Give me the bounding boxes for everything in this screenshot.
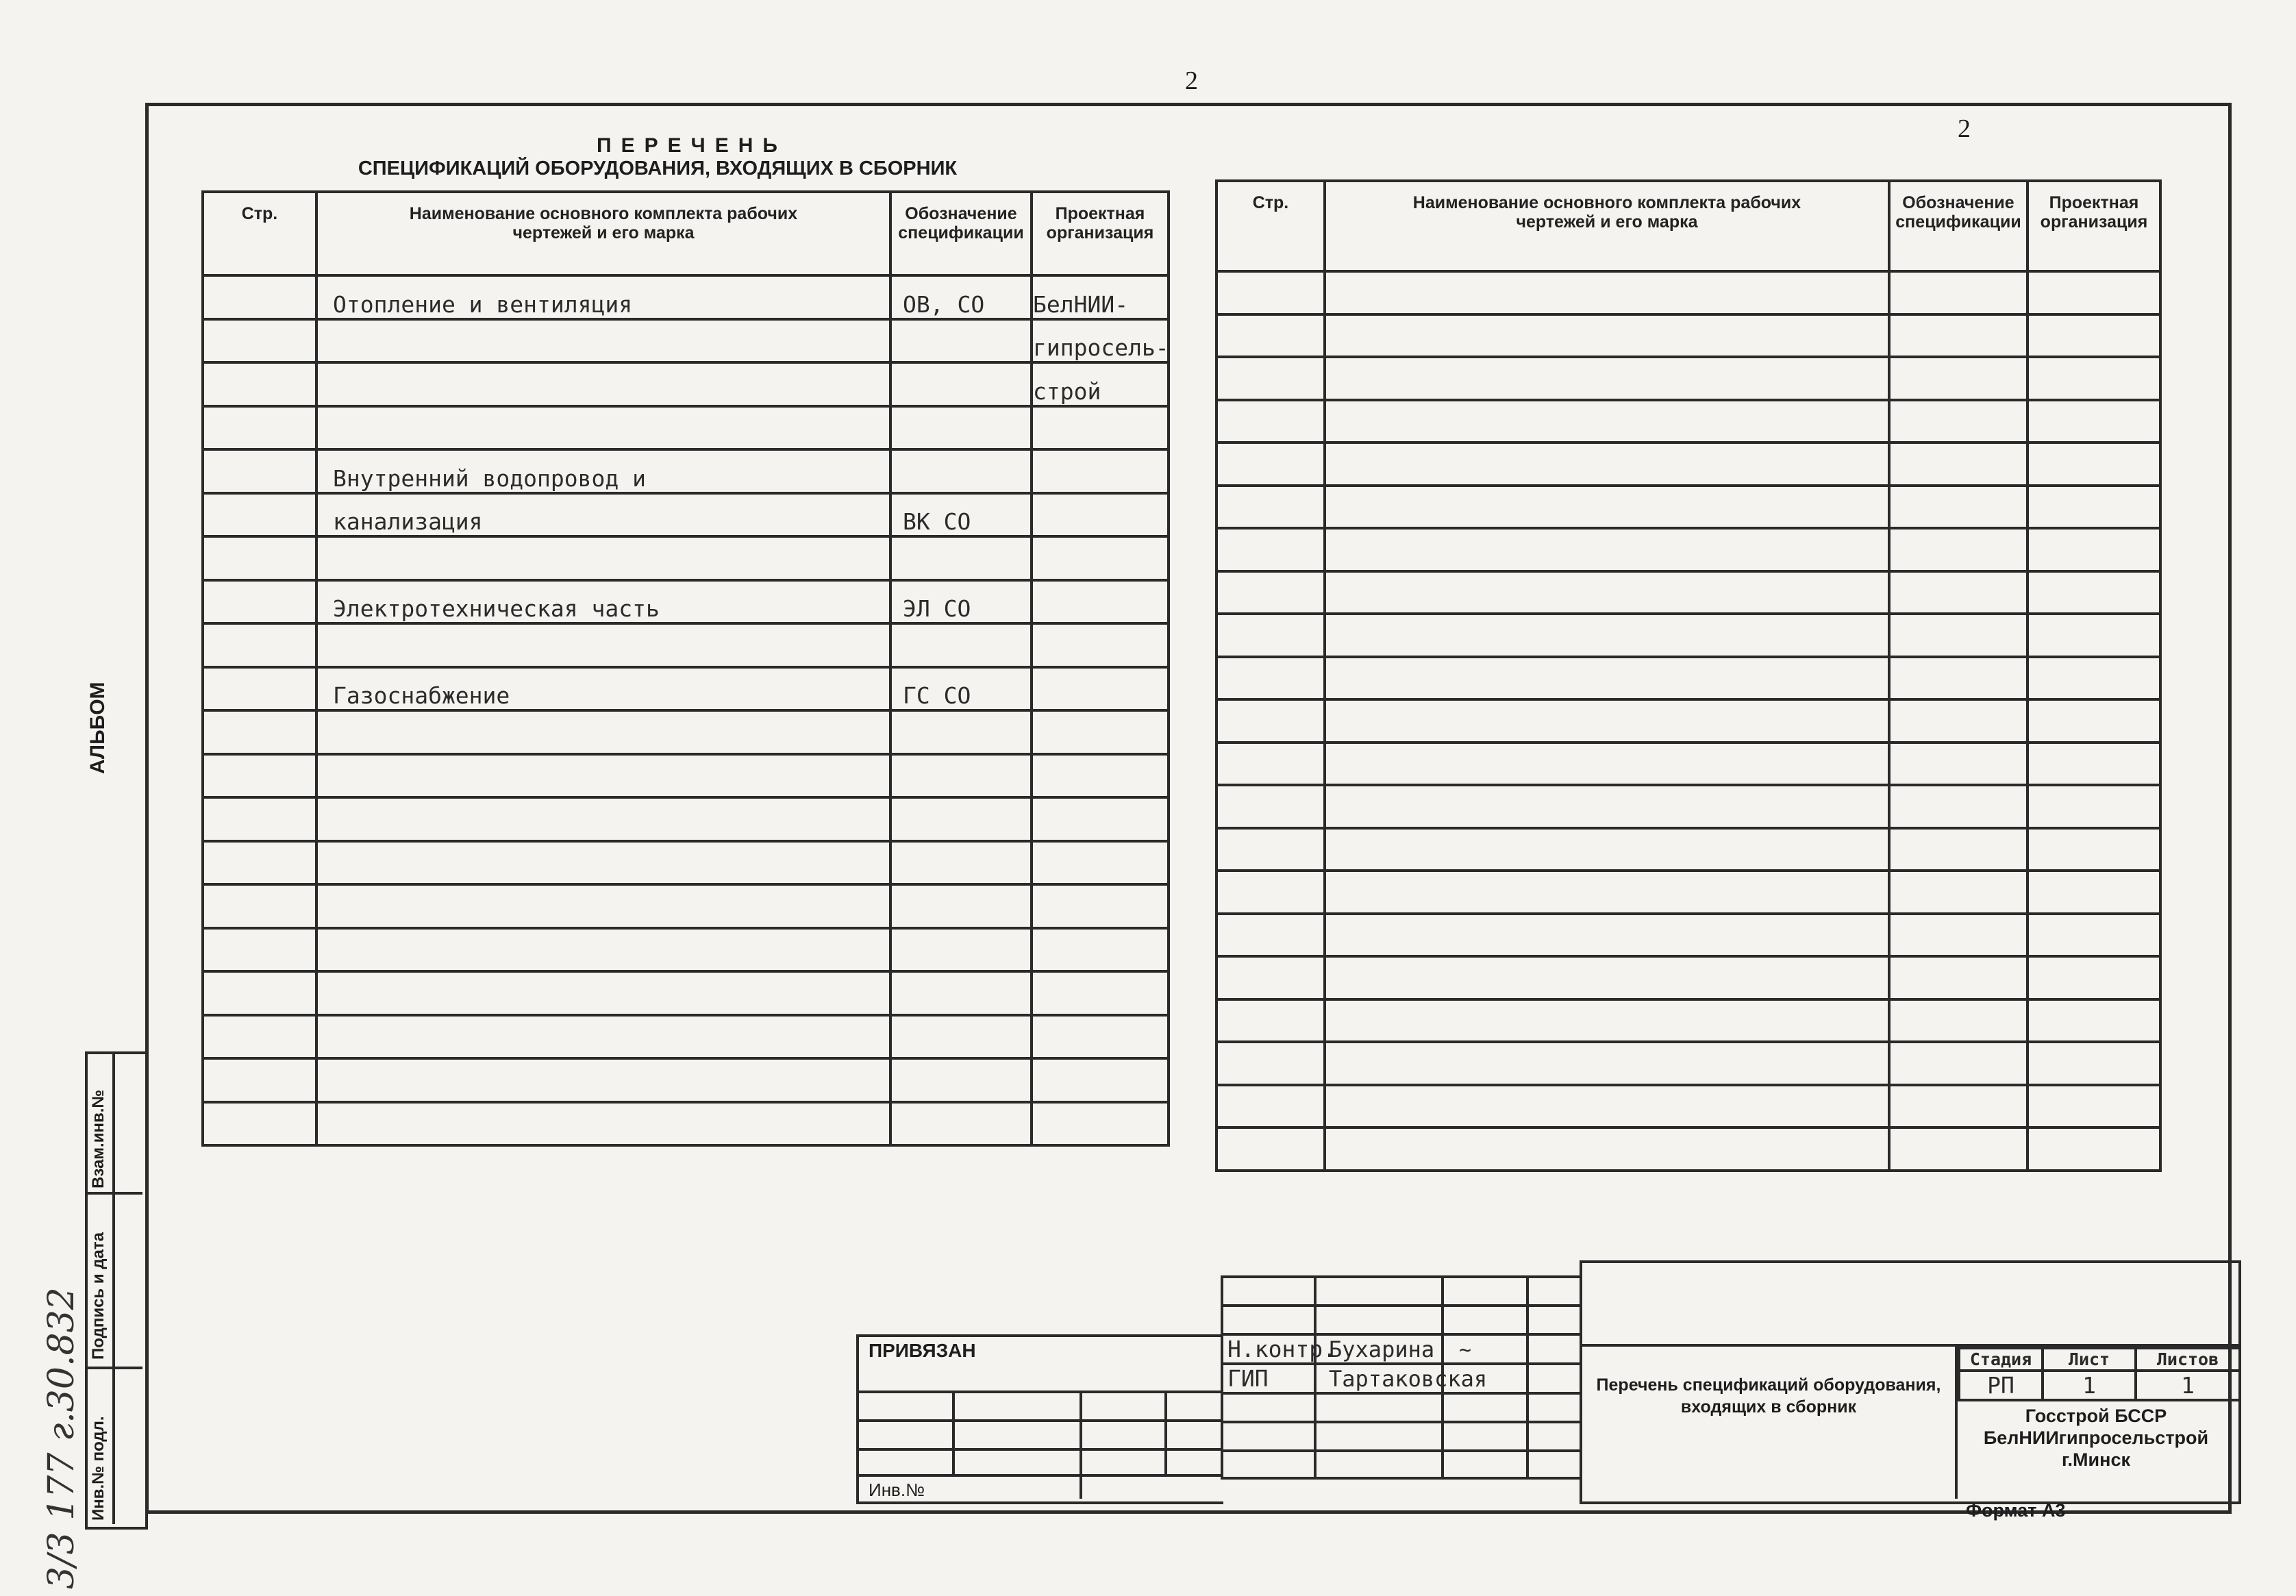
cell-name: [316, 406, 890, 450]
cell-page: [1216, 657, 1325, 700]
cell-designation: [1889, 528, 2027, 571]
cell-organization: [1032, 754, 1169, 798]
cell-page: [203, 710, 316, 754]
cell-page: [1216, 699, 1325, 743]
cell-designation: [1889, 871, 2027, 914]
cell-name: [1325, 314, 1889, 358]
cell-designation: [890, 449, 1032, 493]
cell-name: [1325, 956, 1889, 999]
bound-vline-1: [952, 1391, 955, 1475]
cell-page: [203, 406, 316, 450]
name-control: Бухарина: [1315, 1334, 1443, 1364]
cell-name: [1325, 357, 1889, 400]
table-row: [203, 1058, 1169, 1102]
cell-organization: [1032, 971, 1169, 1015]
cell-organization: [2027, 699, 2160, 743]
role-gip: ГИП: [1222, 1364, 1315, 1393]
table-row: [203, 754, 1169, 798]
cell-page: [203, 971, 316, 1015]
cell-name: [1325, 785, 1889, 828]
cell-organization: [1032, 1015, 1169, 1059]
signature-control: ~: [1443, 1334, 1527, 1364]
cell-name: [1325, 828, 1889, 871]
format-label: Формат А3: [1966, 1500, 2066, 1521]
stage-table: [1958, 1347, 2241, 1401]
cell-designation: [1889, 914, 2027, 957]
cell-designation: [890, 623, 1032, 667]
cell-page: [203, 841, 316, 885]
table-row: [203, 362, 1169, 406]
table-row: [203, 1102, 1169, 1146]
cell-page: [203, 1102, 316, 1146]
cell-organization: [2027, 1127, 2160, 1171]
cell-name: Газоснабжение: [316, 667, 890, 711]
cell-designation: [1889, 486, 2027, 529]
cell-name: [1325, 871, 1889, 914]
cell-organization: [2027, 785, 2160, 828]
cell-name: Внутренний водопровод и: [316, 449, 890, 493]
col-header-name: Наименование основного комплекта рабочих чертежей и его марка: [316, 192, 890, 275]
cell-name: [316, 884, 890, 928]
cell-organization: [1032, 841, 1169, 885]
cell-organization: [2027, 956, 2160, 999]
col-header-designation: Обозначение спецификации: [890, 192, 1032, 275]
table-row: [1216, 442, 2160, 486]
cell-designation: [1889, 357, 2027, 400]
cell-organization: [1032, 580, 1169, 624]
cell-designation: [890, 1015, 1032, 1059]
cell-page: [203, 493, 316, 537]
table-row: [1216, 400, 2160, 443]
org-line-1: Госстрой БССР: [2025, 1406, 2167, 1426]
cell-name: [316, 536, 890, 580]
cell-page: [1216, 828, 1325, 871]
cell-name: [1325, 1127, 1889, 1171]
cell-page: [1216, 614, 1325, 657]
cell-organization: [2027, 914, 2160, 957]
cell-name: [1325, 486, 1889, 529]
cell-page: [1216, 571, 1325, 614]
cell-name: [1325, 914, 1889, 957]
cell-name: [1325, 400, 1889, 443]
cell-page: [203, 1058, 316, 1102]
cell-page: [203, 362, 316, 406]
table-row: [203, 884, 1169, 928]
cell-name: [316, 1058, 890, 1102]
table-row: [1216, 271, 2160, 314]
cell-organization: [1032, 1058, 1169, 1102]
cell-name: [1325, 743, 1889, 786]
cell-organization: [1032, 493, 1169, 537]
cell-organization: [1032, 667, 1169, 711]
cell-designation: [1889, 743, 2027, 786]
replace-inv-label: Взам.инв.№: [89, 1089, 108, 1188]
cell-organization: [1032, 406, 1169, 450]
cell-organization: [2027, 528, 2160, 571]
cell-name: [316, 754, 890, 798]
cell-designation: [890, 710, 1032, 754]
cell-page: [203, 319, 316, 363]
table-row: [203, 667, 1169, 711]
cell-page: [1216, 357, 1325, 400]
cell-organization: [2027, 442, 2160, 486]
cell-name: [1325, 571, 1889, 614]
bound-vline-3: [1164, 1391, 1167, 1475]
cell-designation: [890, 884, 1032, 928]
name-gip: Тартаковская: [1315, 1364, 1443, 1393]
cell-designation: [1889, 571, 2027, 614]
cell-designation: [1889, 1042, 2027, 1085]
cell-designation: [1889, 956, 2027, 999]
table-row: [203, 971, 1169, 1015]
table-row: [203, 928, 1169, 972]
cell-organization: [2027, 871, 2160, 914]
cell-organization: [2027, 999, 2160, 1043]
page-number-top: 2: [1185, 66, 1198, 95]
col-header-organization: Проектная организация: [1032, 192, 1169, 275]
cell-page: [1216, 956, 1325, 999]
table-row: [203, 841, 1169, 885]
page-number-right: 2: [1958, 114, 1971, 143]
cell-name: [1325, 528, 1889, 571]
cell-page: [1216, 871, 1325, 914]
signature-grid: [1221, 1275, 1582, 1480]
cell-designation: [1889, 271, 2027, 314]
cell-page: [203, 797, 316, 841]
cell-designation: [1889, 828, 2027, 871]
cell-designation: [1889, 785, 2027, 828]
table-row: [1216, 1085, 2160, 1128]
cell-page: [203, 884, 316, 928]
cell-page: [1216, 1085, 1325, 1128]
list-subtitle: СПЕЦИФИКАЦИЙ ОБОРУДОВАНИЯ, ВХОДЯЩИХ В СБОРНИК: [358, 158, 958, 179]
col-header-page: Стр.: [1216, 181, 1325, 271]
table-row: [1216, 1042, 2160, 1085]
table-row: [1216, 956, 2160, 999]
table-row: [1216, 699, 2160, 743]
cell-name: [316, 319, 890, 363]
cell-organization: [2027, 486, 2160, 529]
table-row: [1216, 999, 2160, 1043]
bound-label: ПРИВЯЗАН: [869, 1340, 976, 1361]
cell-organization: [2027, 357, 2160, 400]
spec-table-left: [201, 190, 1170, 1147]
table-row: [1216, 314, 2160, 358]
table-row: [1216, 571, 2160, 614]
cell-name: [316, 710, 890, 754]
col-header-name: Наименование основного комплекта рабочих чертежей и его марка: [1325, 181, 1889, 271]
table-row: [203, 580, 1169, 624]
table-row: [203, 319, 1169, 363]
table-row: [1216, 743, 2160, 786]
sheet-value: 1: [2043, 1371, 2136, 1400]
cell-organization: [2027, 828, 2160, 871]
cell-designation: [890, 319, 1032, 363]
cell-organization: [2027, 400, 2160, 443]
table-row: [1216, 785, 2160, 828]
cell-name: [1325, 1085, 1889, 1128]
sheets-value: 1: [2136, 1371, 2240, 1400]
cell-organization: [1032, 536, 1169, 580]
cell-page: [1216, 743, 1325, 786]
org-vline: [1955, 1347, 1958, 1499]
cell-page: [1216, 1042, 1325, 1085]
table-row: [1216, 1127, 2160, 1171]
sheet-label: Лист: [2043, 1348, 2136, 1371]
table-row: [203, 406, 1169, 450]
cell-name: [316, 1102, 890, 1146]
cell-designation: ЭЛ СО: [890, 580, 1032, 624]
cell-page: [203, 623, 316, 667]
cell-name: [1325, 699, 1889, 743]
table-row: [203, 1015, 1169, 1059]
cell-designation: [1889, 699, 2027, 743]
org-line-3: г.Минск: [2062, 1449, 2130, 1470]
cell-organization: [2027, 271, 2160, 314]
org-line-2: БелНИИгипросельстрой: [1983, 1427, 2209, 1448]
binding-strip-line-1: [85, 1192, 142, 1195]
spec-table-right: [1215, 179, 2162, 1172]
cell-name: [1325, 657, 1889, 700]
table-row: [1216, 528, 2160, 571]
cell-name: [316, 971, 890, 1015]
cell-page: [203, 536, 316, 580]
cell-designation: [1889, 999, 2027, 1043]
list-title: ПЕРЕЧЕНЬ: [597, 134, 787, 157]
bound-vline-2: [1080, 1391, 1082, 1499]
table-row: [203, 797, 1169, 841]
cell-name: [316, 623, 890, 667]
table-row: [203, 623, 1169, 667]
cell-designation: [1889, 614, 2027, 657]
table-row: [203, 449, 1169, 493]
cell-designation: ВК СО: [890, 493, 1032, 537]
cell-name: [1325, 442, 1889, 486]
cell-name: [316, 362, 890, 406]
cell-page: [1216, 486, 1325, 529]
cell-organization: [2027, 1042, 2160, 1085]
col-header-organization: Проектная организация: [2027, 181, 2160, 271]
cell-name: [1325, 999, 1889, 1043]
table-row: [1216, 657, 2160, 700]
cell-designation: ОВ, СО: [890, 275, 1032, 319]
cell-organization: [1032, 1102, 1169, 1146]
cell-page: [203, 275, 316, 319]
cell-name: Электротехническая часть: [316, 580, 890, 624]
sign-date-label: Подпись и дата: [89, 1232, 108, 1360]
table-row: [1216, 914, 2160, 957]
cell-organization: [2027, 571, 2160, 614]
doc-title: Перечень спецификаций оборудования, входящих в сборник: [1596, 1375, 1941, 1417]
cell-page: [203, 754, 316, 798]
inv-no-label-bottom: Инв.№: [869, 1480, 925, 1500]
cell-name: [316, 928, 890, 972]
cell-organization: строй: [1032, 362, 1169, 406]
cell-name: [316, 841, 890, 885]
cell-organization: [2027, 1085, 2160, 1128]
cell-designation: [890, 928, 1032, 972]
cell-organization: [1032, 884, 1169, 928]
cell-designation: [1889, 1085, 2027, 1128]
cell-designation: [890, 362, 1032, 406]
cell-name: Отопление и вентиляция: [316, 275, 890, 319]
cell-name: [1325, 1042, 1889, 1085]
stage-label: Стадия: [1959, 1348, 2043, 1371]
cell-page: [1216, 314, 1325, 358]
table-row: [203, 710, 1169, 754]
binding-strip-line-2: [85, 1367, 142, 1369]
cell-designation: [1889, 314, 2027, 358]
cell-organization: [2027, 743, 2160, 786]
cell-page: [203, 928, 316, 972]
cell-name: [1325, 614, 1889, 657]
cell-designation: [1889, 400, 2027, 443]
table-row: [1216, 357, 2160, 400]
cell-page: [1216, 442, 1325, 486]
cell-organization: [1032, 797, 1169, 841]
cell-designation: [1889, 1127, 2027, 1171]
cell-designation: [890, 1102, 1032, 1146]
table-row: [1216, 871, 2160, 914]
cell-page: [1216, 914, 1325, 957]
col-header-designation: Обозначение спецификации: [1889, 181, 2027, 271]
table-row: [203, 275, 1169, 319]
cell-designation: [890, 754, 1032, 798]
table-row: [1216, 614, 2160, 657]
cell-name: [316, 1015, 890, 1059]
role-control: Н.контр.: [1222, 1334, 1315, 1364]
inv-no-label: Инв.№ подл.: [89, 1416, 108, 1521]
cell-designation: [890, 536, 1032, 580]
table-row: [203, 493, 1169, 537]
table-row: [1216, 828, 2160, 871]
cell-name: [316, 797, 890, 841]
cell-name: канализация: [316, 493, 890, 537]
cell-designation: [890, 971, 1032, 1015]
cell-page: [203, 1015, 316, 1059]
cell-organization: [2027, 314, 2160, 358]
cell-page: [1216, 400, 1325, 443]
binding-strip-divider: [112, 1051, 115, 1524]
cell-page: [1216, 1127, 1325, 1171]
col-header-page: Стр.: [203, 192, 316, 275]
cell-page: [203, 580, 316, 624]
table-row: [1216, 486, 2160, 529]
cell-name: [1325, 271, 1889, 314]
cell-page: [1216, 271, 1325, 314]
cell-page: [203, 667, 316, 711]
stage-value: РП: [1959, 1371, 2043, 1400]
cell-page: [1216, 528, 1325, 571]
cell-designation: [1889, 442, 2027, 486]
cell-organization: [2027, 614, 2160, 657]
cell-organization: БелНИИ-: [1032, 275, 1169, 319]
cell-designation: [890, 406, 1032, 450]
sheets-label: Листов: [2136, 1348, 2240, 1371]
album-label: АЛЬБОМ: [86, 682, 109, 774]
table-row: [203, 536, 1169, 580]
cell-page: [1216, 785, 1325, 828]
cell-designation: [1889, 657, 2027, 700]
cell-page: [1216, 999, 1325, 1043]
cell-organization: [1032, 623, 1169, 667]
cell-designation: [890, 1058, 1032, 1102]
cell-designation: [890, 841, 1032, 885]
cell-organization: [1032, 928, 1169, 972]
cell-designation: [890, 797, 1032, 841]
cell-designation: ГС СО: [890, 667, 1032, 711]
cell-organization: [2027, 657, 2160, 700]
cell-organization: гипросель-: [1032, 319, 1169, 363]
cell-organization: [1032, 449, 1169, 493]
cell-page: [203, 449, 316, 493]
handwritten-code: 3/3 177 г.30.832: [41, 1287, 82, 1589]
cell-organization: [1032, 710, 1169, 754]
